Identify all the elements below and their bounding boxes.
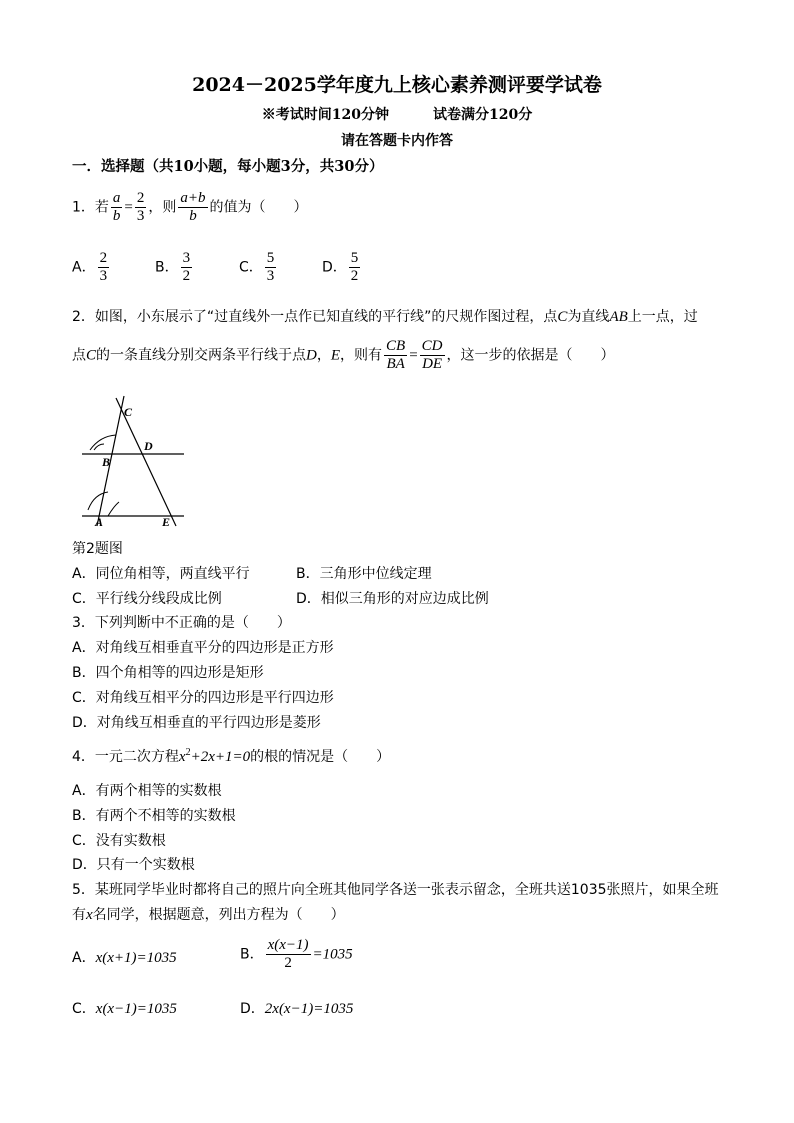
question-2-line-1: 2．如图，小东展示了“过直线外一点作已知直线的平行线”的尺规作图过程，点C为直线AB上一点，过 [72,309,698,325]
exam-title: 2024－2025学年度九上核心素养测评要学试卷 [192,74,602,96]
figure-caption: 第2题图 [72,541,123,557]
arc-bottom-small [108,502,119,516]
exam-score: 试卷满分120分 [433,107,533,123]
question-2-line-2: 点C的一条直线分别交两条平行线于点D，E，则有 $\frac{CB}{BA}$ = $\frac{CD}{DE}$ ，这一步的依据是（ ） [72,338,615,372]
q4-option-a[interactable]: A．有两个相等的实数根 [72,783,222,799]
label-d: D [144,439,153,453]
exam-info [0,104,794,124]
question-3-stem: 3．下列判断中不正确的是（ ） [72,615,291,631]
arc-bottom-left [88,492,108,510]
equation: $x^2+2x+1=0$ [178,747,251,765]
question-1-stem: 1．若 $\frac{a}{b}$ = $\frac{2}{3}$ ，则 $\frac{a+b}{b}$ 的值为（ ） [72,190,308,224]
q4-option-c[interactable]: C．没有实数根 [72,833,166,849]
question-2-figure [78,392,188,532]
fraction-cb-ba: $\frac{CB}{BA}$ [386,338,406,372]
q3-option-b[interactable]: B．四个角相等的四边形是矩形 [72,665,264,681]
label-b: B [102,455,111,469]
fraction-a-over-b: $\frac{a}{b}$ [112,190,121,224]
label-a: A [95,515,104,529]
fraction-2-over-3: $\frac{2}{3}$ [136,190,145,224]
q2-option-a[interactable]: A．同位角相等，两直线平行 [72,566,250,582]
fraction-expression: $\frac{a+b}{b}$ [180,190,206,224]
question-4-stem: 4．一元二次方程$x^2+2x+1=0$的根的情况是（ ） [72,747,391,765]
arc-top-small [94,444,104,450]
q5-option-d[interactable]: D．2x(x−1)=1035 [240,1001,354,1017]
q2-option-c[interactable]: C．平行线分线段成比例 [72,591,222,607]
section-heading: 一．选择题（共10小题，每小题3分，共30分） [72,158,384,175]
label-c: C [124,405,133,419]
q5-option-b[interactable]: B． $\frac{x(x-1)}{2}$ =1035 [240,937,353,971]
q4-option-b[interactable]: B．有两个不相等的实数根 [72,808,236,824]
q1-option-a[interactable]: A． $\frac{2}{3}$ [72,250,108,284]
q4-option-d[interactable]: D．只有一个实数根 [72,857,195,873]
answer-note: 请在答题卡内作答 [341,133,453,149]
q3-option-a[interactable]: A．对角线互相垂直平分的四边形是正方形 [72,640,334,656]
q1-option-d[interactable]: D． $\frac{5}{2}$ [322,250,359,284]
q1-option-c[interactable]: C． $\frac{5}{3}$ [239,250,275,284]
exam-time: ※考试时间120分钟 [261,107,389,123]
fraction-cd-de: $\frac{CD}{DE}$ [421,338,443,372]
q2-option-d[interactable]: D．相似三角形的对应边成比例 [296,591,489,607]
arc-top [90,435,116,450]
q3-option-c[interactable]: C．对角线互相平分的四边形是平行四边形 [72,690,334,706]
question-5-line-1: 5．某班同学毕业时都将自己的照片向全班其他同学各送一张表示留念，全班共送1035张照片，如果全班 [72,882,719,898]
q5-option-c[interactable]: C．x(x−1)=1035 [72,1001,177,1017]
q1-option-b[interactable]: B． $\frac{3}{2}$ [155,250,191,284]
q5-option-a[interactable]: A．x(x+1)=1035 [72,950,177,966]
q3-option-d[interactable]: D．对角线互相垂直的平行四边形是菱形 [72,715,321,731]
question-5-line-2: 有x名同学，根据题意，列出方程为（ ） [72,907,345,923]
q2-option-b[interactable]: B．三角形中位线定理 [296,566,432,582]
label-e: E [162,515,171,529]
